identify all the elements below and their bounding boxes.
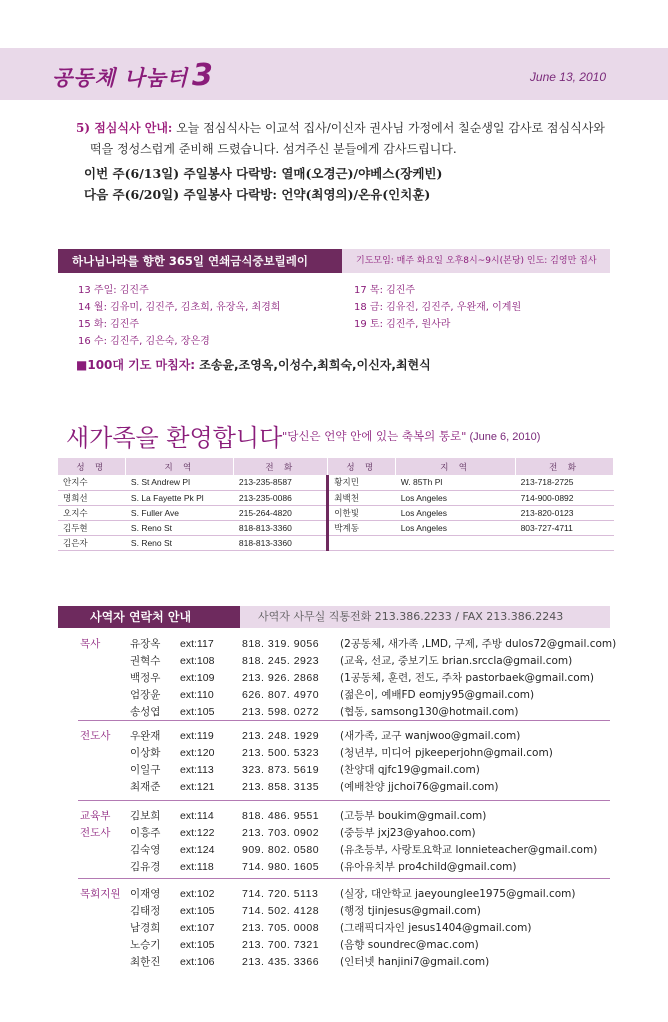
table-cell: 714-900-0892 (516, 490, 614, 505)
table-cell: S. Fuller Ave (126, 505, 234, 520)
staff-group-role: 목회지원 (80, 888, 121, 900)
staff-extension: ext:120 (180, 747, 215, 759)
relay-day: 19 토: 김진주, 원사라 (354, 319, 451, 330)
table-cell (516, 535, 614, 550)
staff-phone: 213. 700. 7321 (242, 939, 320, 951)
table-cell: 215-264-4820 (234, 505, 328, 520)
serving-groups (76, 163, 636, 205)
staff-role-email: (2공동체, 새가족 ,LMD, 구제, 주방 dulos72@gmail.com) (340, 638, 617, 650)
staff-row (58, 745, 610, 761)
table-cell: 213-718-2725 (516, 475, 614, 490)
relay-meeting-info: 기도모임: 매주 화요일 오후8시~9시(본당) 인도: 김영만 집사 (356, 256, 597, 266)
staff-phone: 714. 720. 5113 (242, 888, 319, 900)
staff-extension: ext:114 (180, 810, 214, 822)
staff-row (58, 920, 610, 936)
staff-extension: ext:119 (180, 730, 214, 742)
staff-name: 김태정 (130, 905, 161, 917)
notice-line-1: 5) 점심식사 안내: 오늘 점심식사는 이교석 집사/이신자 권사님 가정에서 칠순생일 감사로 점심식사와 (76, 121, 605, 135)
prayer-finishers: ■100대 기도 마침자: 조송윤,조영옥,이성수,최희숙,이신자,최현식 (76, 358, 431, 372)
staff-name: 최한진 (130, 956, 161, 968)
table-row (58, 490, 614, 505)
staff-group-divider (78, 800, 610, 801)
staff-extension: ext:113 (180, 764, 214, 776)
staff-phone: 213. 248. 1929 (242, 730, 320, 742)
relay-day: 14 월: 김유미, 김진주, 김초희, 유장옥, 최경희 (78, 302, 281, 313)
table-cell (396, 535, 516, 550)
table-cell: S. St Andrew Pl (126, 475, 234, 490)
table-cell: W. 85Th Pl (396, 475, 516, 490)
table-cell (328, 535, 396, 550)
table-cell: Los Angeles (396, 520, 516, 535)
staff-group-divider (78, 720, 610, 721)
relay-schedule-left (78, 282, 280, 350)
staff-row (58, 670, 610, 686)
column-header: 전 화 (234, 458, 328, 475)
staff-row (58, 842, 610, 858)
staff-extension: ext:105 (180, 905, 215, 917)
staff-extension: ext:105 (180, 706, 215, 718)
table-header-row (58, 458, 614, 475)
staff-row (58, 653, 610, 669)
staff-phone: 213. 705. 0008 (242, 922, 320, 934)
staff-extension: ext:107 (180, 922, 215, 934)
staff-name: 최재준 (130, 781, 161, 793)
staff-role-email: (1공동체, 훈련, 전도, 주차 pastorbaek@gmail.com) (340, 672, 595, 684)
staff-role-email: (교육, 선교, 중보기도 brian.srccla@gmail.com) (340, 655, 573, 667)
staff-phone: 213. 703. 0902 (242, 827, 320, 839)
table-cell: Los Angeles (396, 490, 516, 505)
staff-role-email: (청년부, 미디어 pjkeeperjohn@gmail.com) (340, 747, 553, 759)
staff-role-email: (찬양대 qjfc19@gmail.com) (340, 764, 480, 776)
table-cell: 818-813-3360 (234, 535, 328, 550)
column-header: 성 명 (328, 458, 396, 475)
staff-name: 이일구 (130, 764, 161, 776)
this-week-serving: 이번 주(6/13일) 주일봉사 다락방: 열매(오경근)/야베스(장케빈) (84, 166, 443, 181)
staff-name: 송성엽 (130, 706, 161, 718)
staff-row (58, 859, 610, 875)
staff-phone: 818. 486. 9551 (242, 810, 320, 822)
staff-name: 이재영 (130, 888, 161, 900)
table-cell: S. Reno St (126, 520, 234, 535)
table-row (58, 535, 614, 550)
staff-title: 사역자 연락처 안내 (58, 606, 240, 628)
table-cell: 이한빛 (328, 505, 396, 520)
staff-row (58, 886, 610, 902)
table-cell: 213-820-0123 (516, 505, 614, 520)
staff-phone: 714. 502. 4128 (242, 905, 320, 917)
next-week-serving: 다음 주(6/20일) 주일봉사 다락방: 언약(최영의)/온유(인치훈) (84, 187, 431, 202)
table-cell: 213-235-8587 (234, 475, 328, 490)
table-row (58, 475, 614, 490)
staff-row (58, 808, 610, 824)
staff-phone: 213. 500. 5323 (242, 747, 320, 759)
notice-heading: 5) 점심식사 안내: (76, 121, 173, 135)
staff-phone: 909. 802. 0580 (242, 844, 320, 856)
staff-role-email: (젊은이, 예배FD eomjy95@gmail.com) (340, 689, 535, 701)
table-cell: Los Angeles (396, 505, 516, 520)
staff-phone: 626. 807. 4970 (242, 689, 320, 701)
lunch-notice (76, 118, 636, 205)
staff-extension: ext:124 (180, 844, 215, 856)
staff-phone: 714. 980. 1605 (242, 861, 320, 873)
staff-row (58, 636, 617, 652)
table-row (58, 505, 614, 520)
table-cell: 박계동 (328, 520, 396, 535)
staff-extension: ext:122 (180, 827, 215, 839)
table-cell: 213-235-0086 (234, 490, 328, 505)
staff-name: 이상화 (130, 747, 161, 759)
table-cell: 818-813-3360 (234, 520, 328, 535)
staff-extension: ext:106 (180, 956, 215, 968)
staff-role-email: (협동, samsong130@hotmail.com) (340, 706, 519, 718)
staff-row (58, 687, 610, 703)
staff-role-email: (그래픽디자인 jesus1404@gmail.com) (340, 922, 532, 934)
issue-date: June 13, 2010 (529, 70, 606, 84)
table-row (58, 520, 614, 535)
staff-name: 엄장윤 (130, 689, 161, 701)
relay-day: 15 화: 김진주 (78, 319, 140, 330)
staff-phone: 323. 873. 5619 (242, 764, 320, 776)
staff-extension: ext:117 (180, 638, 214, 650)
staff-extension: ext:108 (180, 655, 215, 667)
table-cell: S. Reno St (126, 535, 234, 550)
page-number: 3 (192, 58, 214, 93)
staff-role-email: (새가족, 교구 wanjwoo@gmail.com) (340, 730, 521, 742)
staff-phone: 213. 926. 2868 (242, 672, 320, 684)
table-cell: 명희선 (58, 490, 126, 505)
staff-role-email: (예배찬양 jjchoi76@gmail.com) (340, 781, 499, 793)
staff-extension: ext:105 (180, 939, 215, 951)
staff-phone: 818. 319. 9056 (242, 638, 320, 650)
staff-group-role: 전도사 (80, 730, 111, 742)
staff-phone: 213. 435. 3366 (242, 956, 320, 968)
table-cell: 김두현 (58, 520, 126, 535)
column-header: 전 화 (516, 458, 614, 475)
staff-group-role: 전도사 (80, 827, 111, 839)
relay-day: 18 금: 김유진, 김진주, 우완재, 이계원 (354, 302, 522, 313)
staff-role-email: (음향 soundrec@mac.com) (340, 939, 479, 951)
staff-extension: ext:102 (180, 888, 215, 900)
prayer-finishers-label: ■100대 기도 마침자: (76, 358, 196, 372)
relay-title: 하나님나라를 향한 365일 연쇄금식중보릴레이 (58, 249, 342, 273)
staff-name: 김유경 (130, 861, 161, 873)
relay-schedule-right (354, 282, 521, 333)
notice-line-2: 떡을 정성스럽게 준비해 드렸습니다. 섬겨주신 분들에게 감사드립니다. (90, 142, 457, 156)
table-cell: 803-727-4711 (516, 520, 614, 535)
table-cell: 김은자 (58, 535, 126, 550)
staff-row (58, 704, 610, 720)
staff-phone: 213. 858. 3135 (242, 781, 320, 793)
staff-group-role: 목사 (80, 638, 101, 650)
staff-extension: ext:109 (180, 672, 215, 684)
staff-name: 김숙영 (130, 844, 161, 856)
relay-day: 13 주일: 김진주 (78, 285, 149, 296)
staff-office-phone: 사역자 사무실 직통전화 213.386.2233 / FAX 213.386.2243 (258, 610, 564, 623)
staff-row (58, 954, 610, 970)
staff-row (58, 762, 610, 778)
staff-role-email: (실장, 대안학교 jaeyounglee1975@gmail.com) (340, 888, 576, 900)
staff-group-divider (78, 878, 610, 879)
staff-extension: ext:121 (180, 781, 215, 793)
column-header: 성 명 (58, 458, 126, 475)
table-cell: 황지민 (328, 475, 396, 490)
relay-day: 16 수: 김진주, 김은숙, 장은경 (78, 336, 210, 347)
staff-extension: ext:118 (180, 861, 214, 873)
welcome-date: (June 6, 2010) (466, 431, 541, 443)
table-cell: S. La Fayette Pk Pl (126, 490, 234, 505)
staff-name: 유장옥 (130, 638, 161, 650)
welcome-quote: "당신은 언약 안에 있는 축복의 통로" (June 6, 2010) (282, 429, 541, 443)
table-cell: 오지수 (58, 505, 126, 520)
staff-name: 이흥주 (130, 827, 161, 839)
table-cell: 최백천 (328, 490, 396, 505)
staff-role-email: (행정 tjinjesus@gmail.com) (340, 905, 481, 917)
staff-role-email: (유초등부, 사랑토요학교 lonnieteacher@gmail.com) (340, 844, 598, 856)
welcome-title: 새가족을 환영합니다 (66, 424, 283, 452)
staff-row (58, 937, 610, 953)
staff-row (58, 903, 610, 919)
relay-day: 17 목: 김진주 (354, 285, 416, 296)
column-header: 지 역 (126, 458, 234, 475)
staff-name: 노승기 (130, 939, 161, 951)
staff-name: 백정우 (130, 672, 161, 684)
staff-extension: ext:110 (180, 689, 214, 701)
staff-role-email: (유아유치부 pro4child@gmail.com) (340, 861, 517, 873)
staff-row (58, 779, 610, 795)
staff-name: 김보희 (130, 810, 161, 822)
staff-row (58, 825, 610, 841)
section-title: 공동체 나눔터 3 (52, 58, 214, 93)
new-family-table (58, 458, 614, 551)
staff-phone: 818. 245. 2923 (242, 655, 320, 667)
table-cell: 안지수 (58, 475, 126, 490)
staff-row (58, 728, 610, 744)
staff-name: 권혁수 (130, 655, 161, 667)
staff-role-email: (고등부 boukim@gmail.com) (340, 810, 487, 822)
column-header: 지 역 (396, 458, 516, 475)
staff-name: 남경희 (130, 922, 161, 934)
staff-role-email: (중등부 jxj23@yahoo.com) (340, 827, 476, 839)
staff-role-email: (인터넷 hanjini7@gmail.com) (340, 956, 490, 968)
staff-group-role: 교육부 (80, 810, 111, 822)
staff-name: 우완재 (130, 730, 161, 742)
staff-phone: 213. 598. 0272 (242, 706, 320, 718)
